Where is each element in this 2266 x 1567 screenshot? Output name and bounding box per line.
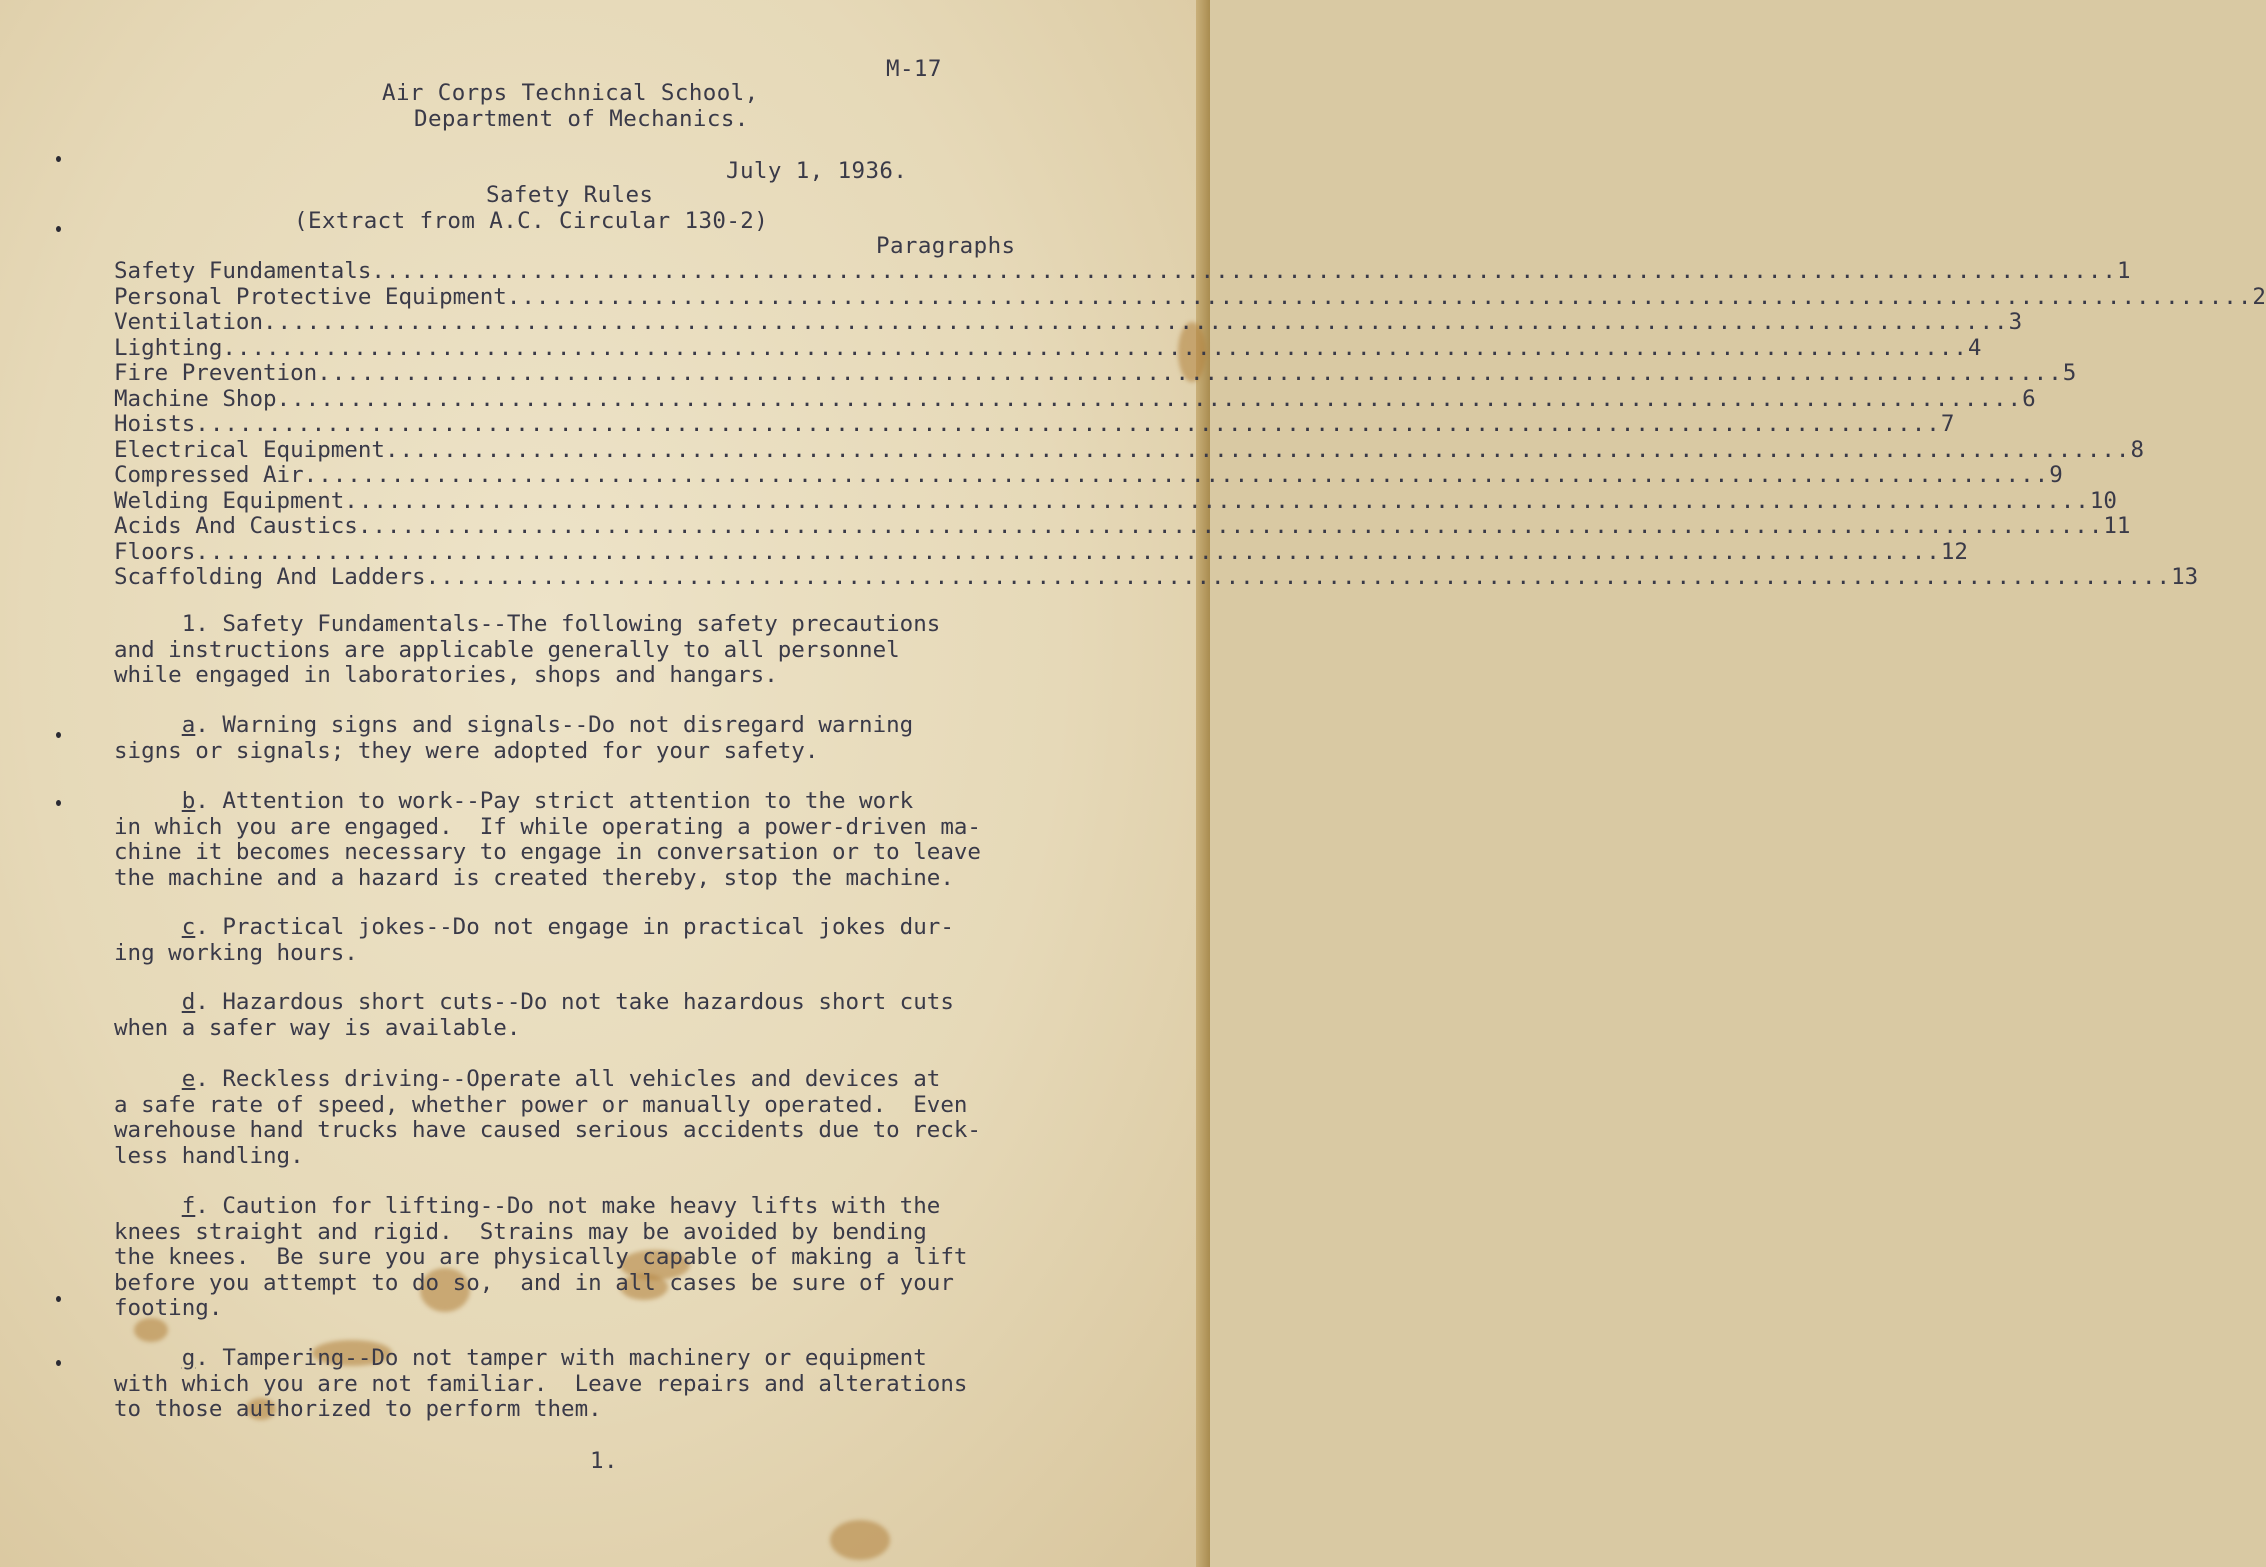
toc-label: Personal Protective Equipment (114, 283, 507, 310)
table-of-contents (114, 258, 2266, 590)
margin-mark (56, 226, 61, 232)
margin-mark (56, 1360, 61, 1366)
toc-row (114, 436, 2145, 463)
toc-leader: ........................................................................................................................ (195, 411, 1941, 437)
text-line: in which you are engaged. If while operating a power-driven ma- (114, 813, 981, 840)
subpara-letter: e (181, 1066, 196, 1092)
toc-label: Hoists (114, 411, 196, 437)
subparagraph-c (114, 915, 1084, 966)
text-line: signs or signals; they were adopted for your safety. (114, 737, 819, 764)
toc-number: 6 (2022, 385, 2036, 412)
toc-number: 2 (2252, 283, 2266, 310)
toc-number: 11 (2103, 513, 2131, 539)
text-line: the knees. Be sure you are physically capable of making a lift (114, 1244, 968, 1270)
toc-number: 3 (2008, 309, 2023, 335)
toc-label: Acids And Caustics (114, 513, 358, 539)
text-line: . Caution for lifting--Do not make heavy lifts with the (195, 1193, 941, 1219)
toc-leader: ........................................................................................................................ (371, 258, 2117, 284)
toc-row (114, 258, 2131, 284)
text-line: . Warning signs and signals--Do not disregard warning (195, 712, 914, 738)
toc-number: 1 (2116, 258, 2131, 284)
toc-leader: ........................................................................................................................ (317, 360, 2063, 386)
toc-label: Electrical Equipment (114, 436, 385, 463)
toc-leader: ........................................................................................................................ (195, 538, 1941, 565)
toc-number: 9 (2049, 462, 2063, 488)
toc-number: 12 (1940, 538, 1968, 565)
toc-leader: ........................................................................................................................ (357, 513, 2104, 539)
toc-label: Compressed Air (114, 462, 304, 488)
text-line: warehouse hand trucks have caused serious accidents due to reck- (114, 1117, 981, 1143)
text-line: a safe rate of speed, whether power or manually operated. Even (114, 1091, 968, 1118)
toc-number: 4 (1967, 334, 1982, 361)
institution-line2: Department of Mechanics. (414, 106, 749, 132)
margin-mark (56, 156, 61, 162)
text-line: knees straight and rigid. Strains may be avoided by bending (114, 1218, 927, 1245)
toc-number: 8 (2130, 436, 2145, 463)
text-line: ing working hours. (114, 939, 358, 966)
text-line: footing. (114, 1295, 223, 1321)
text-line: with which you are not familiar. Leave repairs and alterations (114, 1370, 968, 1397)
document-subtitle: (Extract from A.C. Circular 130-2) (294, 208, 769, 234)
toc-leader: ........................................................................................................................ (506, 283, 2253, 310)
toc-row (114, 487, 2117, 514)
toc-label: Safety Fundamentals (114, 258, 372, 284)
toc-leader: ........................................................................................................................ (222, 334, 1968, 361)
toc-leader: ........................................................................................................................ (425, 564, 2172, 590)
text-line: before you attempt to do so, and in all cases be sure of your (114, 1269, 954, 1296)
subparagraph-g (114, 1346, 1084, 1423)
institution-line1: Air Corps Technical School, (382, 80, 759, 106)
toc-row (114, 538, 1968, 565)
toc-label: Scaffolding And Ladders (114, 564, 426, 590)
toc-leader: ........................................................................................................................ (344, 487, 2090, 514)
page-edge (1196, 0, 1210, 1567)
margin-mark (56, 732, 61, 738)
subpara-letter: b (181, 788, 196, 814)
stain-mark (830, 1520, 890, 1560)
subparagraph-d (114, 990, 1084, 1041)
toc-leader: ........................................................................................................................ (384, 436, 2131, 463)
subparagraph-b (114, 789, 1084, 891)
text-line: . Hazardous short cuts--Do not take hazardous short cuts (195, 989, 954, 1015)
toc-number: 10 (2089, 487, 2117, 514)
toc-label: Lighting (114, 334, 223, 361)
text-line: while engaged in laboratories, shops and hangars. (114, 662, 778, 688)
stain-mark (134, 1318, 168, 1342)
text-line: less handling. (114, 1142, 304, 1169)
text-line: . Tampering--Do not tamper with machinery or equipment (195, 1345, 927, 1371)
page-number: 1. (590, 1448, 618, 1474)
subpara-letter: f (181, 1193, 196, 1219)
toc-label: Welding Equipment (114, 487, 345, 514)
text-line: . Attention to work--Pay strict attention to the work (195, 788, 914, 814)
toc-label: Fire Prevention (114, 360, 318, 386)
text-line: chine it becomes necessary to engage in conversation or to leave (114, 839, 981, 865)
subpara-letter: g (181, 1345, 196, 1371)
margin-mark (56, 1296, 61, 1302)
text-line: the machine and a hazard is created thereby, stop the machine. (114, 864, 954, 891)
subparagraph-f (114, 1194, 1084, 1322)
text-line: 1. Safety Fundamentals--The following safety precautions (114, 611, 941, 637)
text-line: when a safer way is available. (114, 1014, 521, 1041)
margin-mark (56, 800, 61, 806)
text-line: and instructions are applicable generally to all personnel (114, 636, 900, 663)
subparagraph-a (114, 713, 1084, 764)
toc-number: 5 (2062, 360, 2077, 386)
subpara-letter: d (181, 989, 196, 1015)
toc-number: 13 (2171, 564, 2199, 590)
text-line: to those authorized to perform them. (114, 1396, 602, 1422)
doc-number: M-17 (886, 56, 942, 82)
toc-label: Ventilation (114, 309, 264, 335)
toc-row (114, 283, 2266, 310)
toc-row (114, 334, 1982, 361)
text-line: . Reckless driving--Operate all vehicles and devices at (195, 1066, 941, 1092)
subparagraph-e (114, 1067, 1084, 1169)
toc-row (114, 462, 2063, 488)
toc-number: 7 (1940, 411, 1955, 437)
toc-label: Machine Shop (114, 385, 277, 412)
toc-row (114, 385, 2036, 412)
toc-leader: ........................................................................................................................ (276, 385, 2023, 412)
subpara-letter: c (181, 914, 196, 940)
toc-leader: ........................................................................................................................ (263, 309, 2009, 335)
toc-row (114, 564, 2199, 590)
toc-row (114, 513, 2131, 539)
subpara-letter: a (181, 712, 196, 738)
paragraph-1 (114, 612, 1084, 689)
text-line: . Practical jokes--Do not engage in practical jokes dur- (195, 914, 954, 940)
toc-row (114, 411, 1955, 437)
document-title: Safety Rules (486, 182, 654, 208)
toc-row (114, 360, 2077, 386)
toc-leader: ........................................................................................................................ (303, 462, 2050, 488)
toc-row (114, 309, 2023, 335)
toc-label: Floors (114, 538, 196, 565)
document-date: July 1, 1936. (726, 158, 908, 184)
toc-header: Paragraphs (876, 233, 1016, 259)
